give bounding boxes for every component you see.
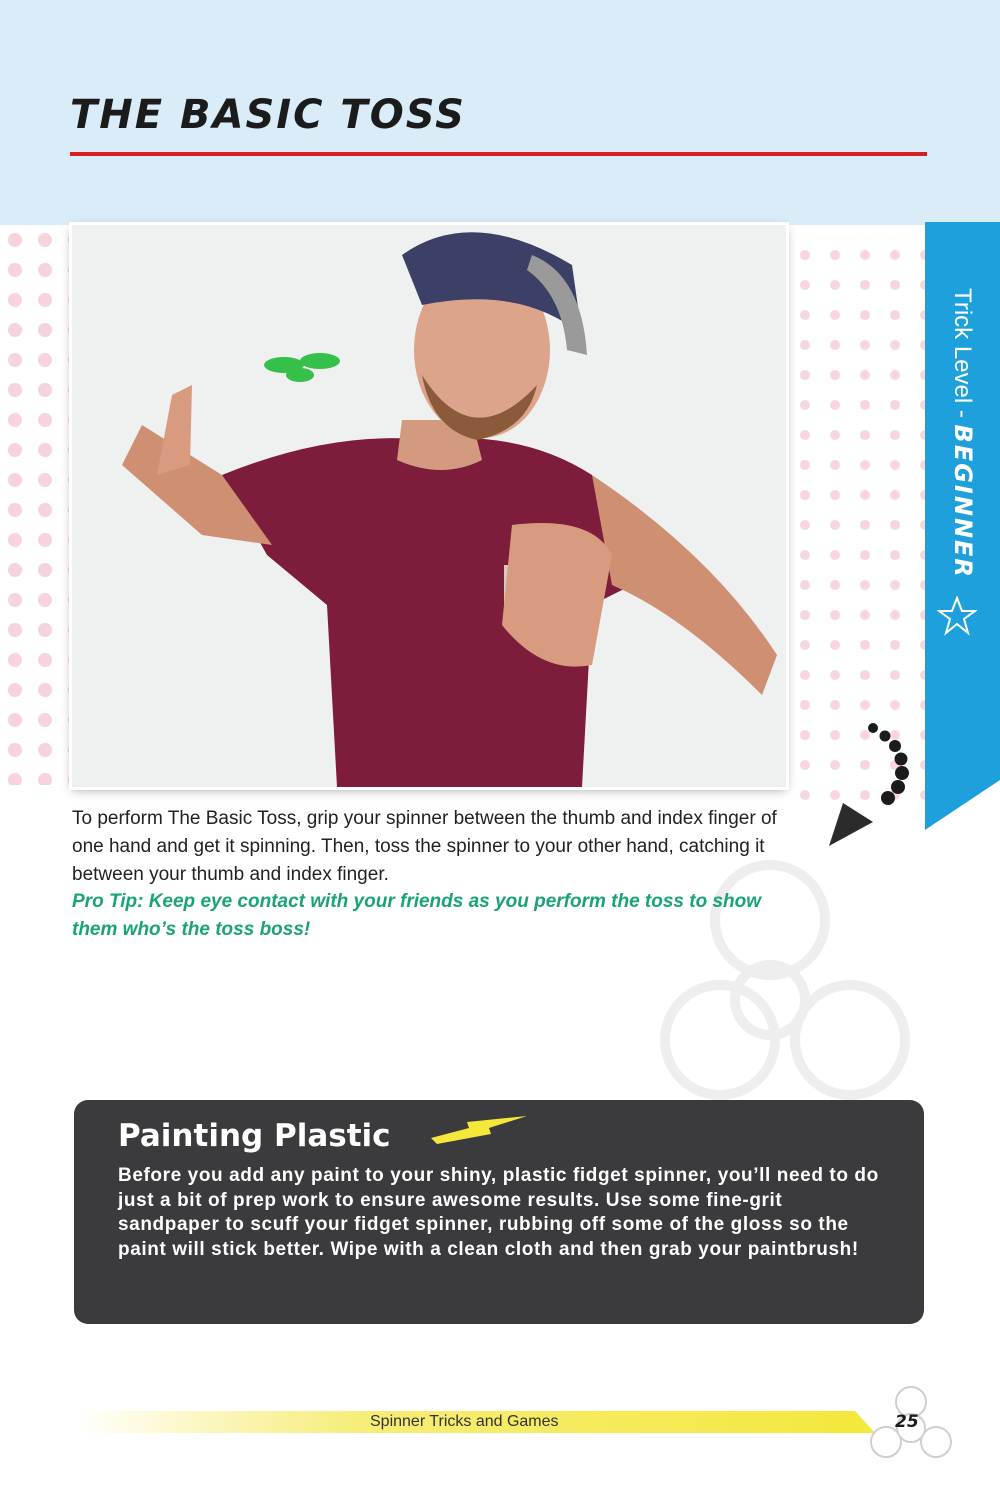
star-icon [937, 596, 977, 636]
dotted-arrow-icon [825, 718, 920, 853]
page-number: 25 [895, 1412, 919, 1432]
header-band [0, 0, 1000, 225]
tip-panel [74, 1100, 924, 1324]
trick-level-value: BEGINNER [948, 424, 977, 579]
pink-dot-pattern-left [0, 225, 75, 785]
page-title: THE BASIC TOSS [70, 92, 466, 138]
trick-level-prefix: Trick Level - [948, 287, 976, 425]
title-underline [70, 152, 927, 156]
tab-cut-corner [925, 760, 1000, 835]
pro-tip: Pro Tip: Keep eye contact with your friends as you perform the toss to show them who’s the toss boss! [72, 891, 762, 940]
panel-body: Before you add any paint to your shiny, plastic fidget spinner, you’ll need to do just a bit of prep work to ensure awesome results. Use some fine-grit sandpaper to scuff your fidget spinner, rubbing off some of the gloss so the paint will stick better. Wipe with a clean cloth and then grab your paintbrush! [118, 1165, 879, 1260]
lightning-arrow-icon [429, 1114, 529, 1148]
panel-title: Painting Plastic [118, 1118, 391, 1154]
footer-book-title: Spinner Tricks and Games [370, 1413, 559, 1430]
person-tossing-spinner-illustration [72, 225, 786, 787]
instructions-body: To perform The Basic Toss, grip your spinner between the thumb and index finger of one hand and get it spinning. Then, toss the spinner to your other hand, catching it between your thumb and index finger. [72, 808, 777, 885]
trick-photo [72, 225, 786, 787]
pink-dot-pattern-right [790, 240, 925, 800]
trick-level-label [934, 248, 990, 618]
